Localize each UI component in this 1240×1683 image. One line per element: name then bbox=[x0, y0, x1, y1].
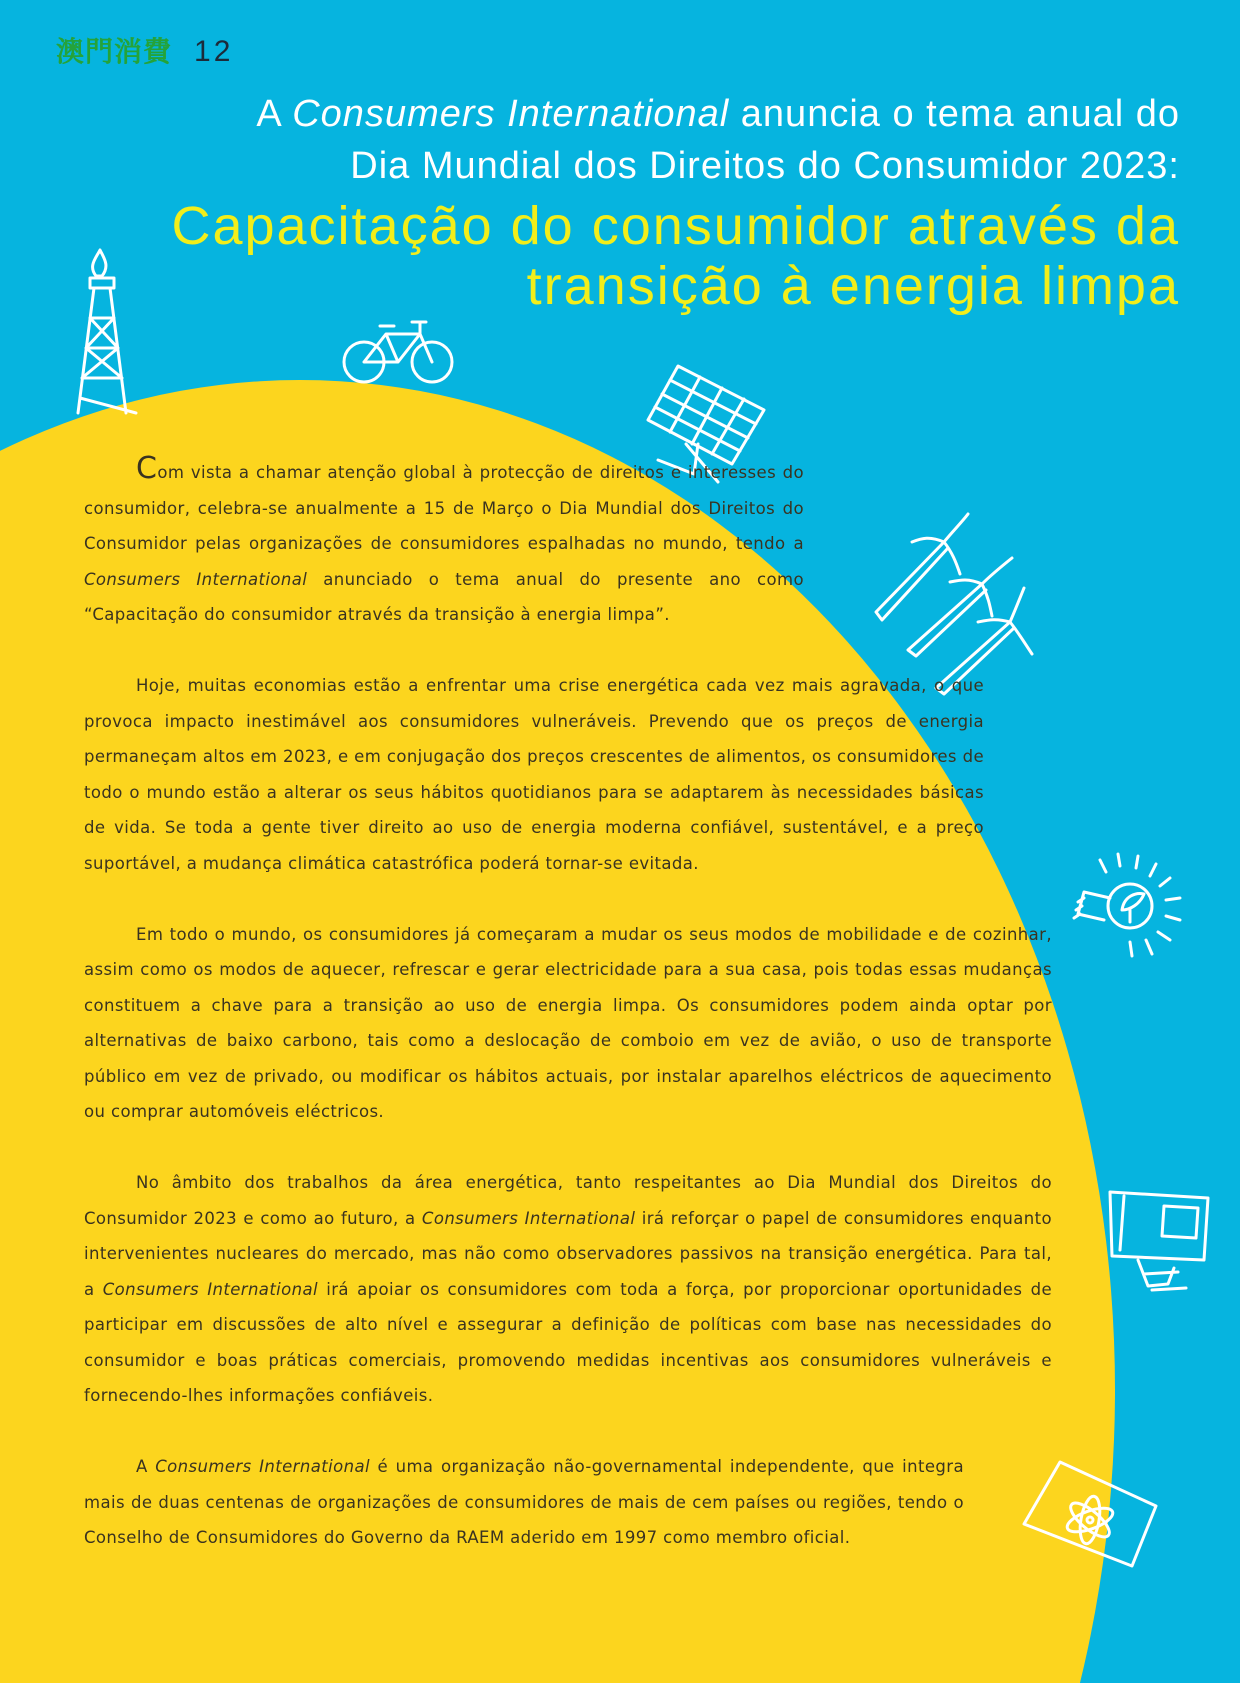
drop-cap: C bbox=[136, 451, 158, 486]
p3-text: Em todo o mundo, os consumidores já começaram a mudar os seus modos de mobilidade e de cozinhar, assim como os modos de aquecer, refrescar e gerar electricidade para a sua casa, pois todas essas mudanças constituem a chave para a transição ao uso de energia limpa. Os consumidores podem ainda optar por alternativas de baixo carbono, tais como a deslocação de comboio em vez de avião, o uso de transporte público em vez de privado, ou modificar os hábitos actuais, por instalar aparelhos eléctricos de aquecimento ou comprar automóveis eléctricos. bbox=[84, 924, 1052, 1121]
kicker-line2: Dia Mundial dos Direitos do Consumidor 2023: bbox=[350, 145, 1180, 187]
page-number: 12 bbox=[194, 35, 234, 68]
p5-text-b: é uma organização não-governamental independente, que integra mais de duas centenas de organizações de consumidores de mais de cem países ou regiões, tendo o Conselho de Consumidores do Governo da RAEM aderido em 1997 como membro oficial. bbox=[84, 1457, 964, 1547]
paragraph-1 bbox=[84, 451, 804, 633]
p4-text-c: irá apoiar os consumidores com toda a força, por proporcionar oportunidades de participar em discussões de alto nível e assegurar a definição de políticas com base nas necessidades do consumidor e boas práticas comerciais, promovendo medidas incentivas aos consumidores vulneráveis e fornecendo-lhes informações confiáveis. bbox=[84, 1279, 1053, 1405]
bicycle-icon bbox=[342, 316, 454, 390]
paragraph-4 bbox=[84, 1165, 1052, 1414]
paragraph-3 bbox=[84, 917, 1052, 1130]
article-headline: Capacitação do consumidor através da transição à energia limpa bbox=[171, 196, 1180, 316]
p4-org-b: Consumers International bbox=[102, 1279, 319, 1299]
p1-text-b: anunciado o tema anual do presente ano como “Capacitação do consumidor através da transição à energia limpa”. bbox=[84, 569, 804, 624]
oil-derrick-icon bbox=[70, 248, 160, 418]
p1-org: Consumers International bbox=[84, 569, 308, 589]
paragraph-5 bbox=[84, 1449, 964, 1556]
kicker-rest: anuncia o tema anual do bbox=[729, 93, 1180, 135]
lightbulb-icon bbox=[1066, 854, 1190, 956]
article-kicker bbox=[180, 88, 1180, 192]
p2-text: Hoje, muitas economias estão a enfrentar uma crise energética cada vez mais agravada, o que provoca impacto inestimável aos consumidores vulneráveis. Prevendo que os preços de energia permaneçam altos em 2023, e em conjugação dos preços crescentes de alimentos, os consumidores de todo o mundo estão a alterar os seus hábitos quotidianos para se adaptarem às necessidades básicas de vida. Se toda a gente tiver direito ao uso de energia moderna confiável, sustentável, e a preço suportável, a mudança climática catastrófica poderá tornar-se evitada. bbox=[84, 676, 984, 873]
p1-text-a: om vista a chamar atenção global à protecção de direitos e interesses do consumidor, celebra-se anualmente a 15 de Março o Dia Mundial dos Direitos do Consumidor pelas organizações de consumidores espalhadas no mundo, tendo a bbox=[84, 463, 804, 553]
kicker-prefix: A bbox=[256, 93, 293, 135]
p4-text-a: No âmbito dos trabalhos da área energética, tanto respeitantes ao Dia Mundial dos Direitos do Consumidor 2023 e como ao futuro, a bbox=[84, 1173, 1052, 1228]
page-header bbox=[56, 30, 233, 70]
magazine-brand: 澳門消費 bbox=[56, 35, 173, 68]
article-body bbox=[84, 451, 1053, 1591]
ev-charger-icon bbox=[1108, 1190, 1212, 1294]
p4-text-b: irá reforçar o papel de consumidores enquanto intervenientes nucleares do mercado, mas não como observadores passivos na transição energética. Para tal, a bbox=[84, 1208, 1053, 1299]
kicker-org-name: Consumers International bbox=[292, 93, 730, 135]
p5-text-a: A bbox=[136, 1457, 156, 1476]
p4-org-a: Consumers International bbox=[421, 1208, 636, 1228]
p5-org: Consumers International bbox=[155, 1457, 370, 1476]
paragraph-2 bbox=[84, 668, 984, 881]
